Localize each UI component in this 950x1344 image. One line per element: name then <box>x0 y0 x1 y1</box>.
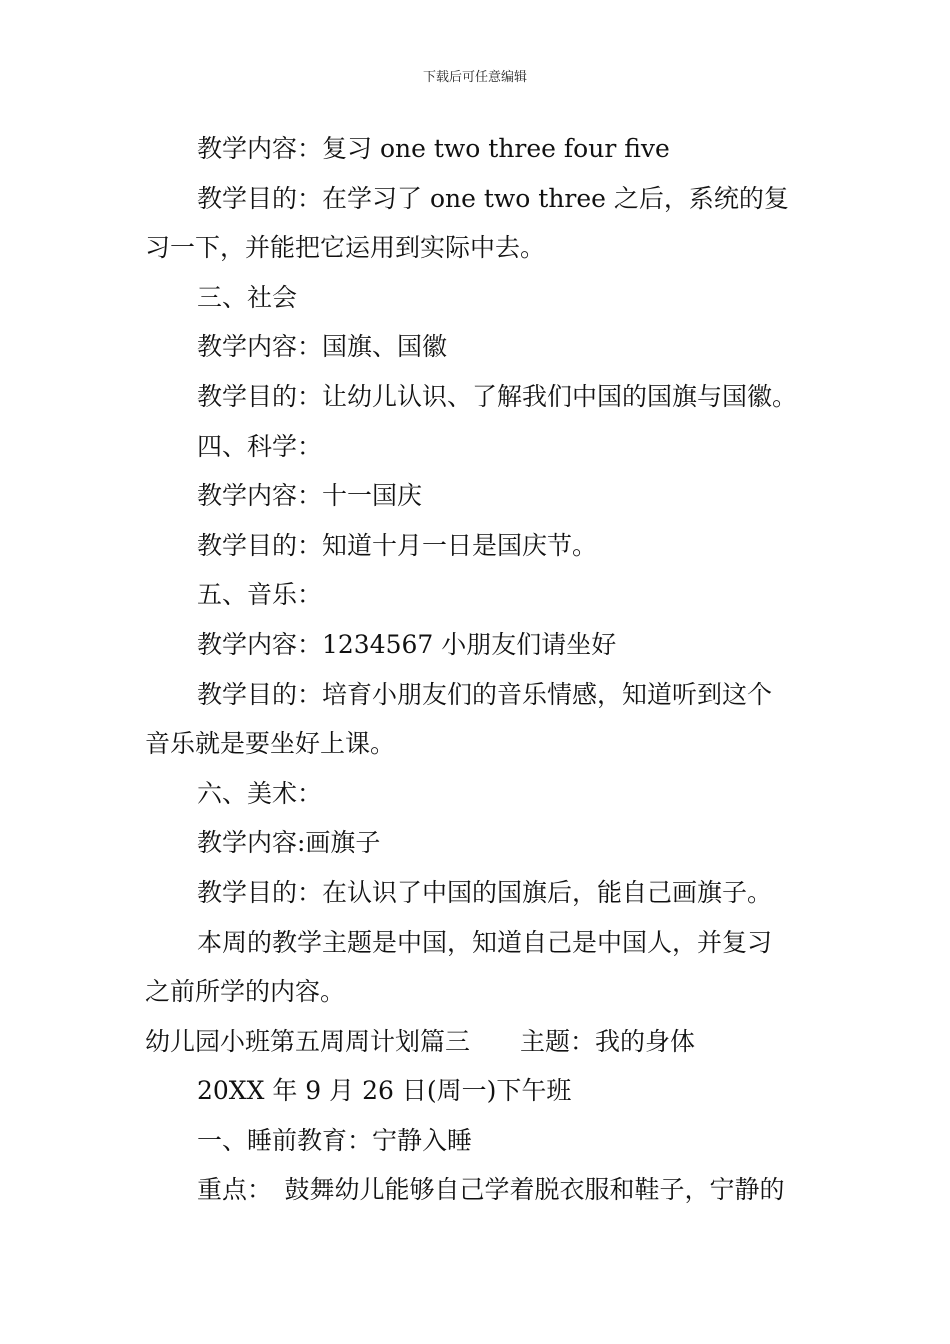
paragraph-line: 教学目的：培育小朋友们的音乐情感，知道听到这个 <box>197 679 773 709</box>
page-header: 下载后可任意编辑 <box>422 70 527 85</box>
paragraph-line: 之前所学的内容。 <box>145 977 346 1007</box>
date-line: 20XX 年 9 月 26 日(周一)下午班 <box>197 1076 572 1106</box>
document-body <box>145 124 810 1215</box>
paragraph-line: 教学目的：让幼儿认识、了解我们中国的国旗与国徽。 <box>197 381 798 411</box>
paragraph-line: 本周的教学主题是中国，知道自己是中国人，并复习 <box>197 927 773 957</box>
paragraph-line: 重点： 鼓舞幼儿能够自己学着脱衣服和鞋子，宁静的 <box>197 1175 785 1205</box>
paragraph-line: 教学目的：知道十月一日是国庆节。 <box>197 530 598 560</box>
paragraph-line: 教学内容：复习 one two three four five <box>197 134 670 163</box>
section-heading: 三、社会 <box>197 282 298 312</box>
paragraph-line: 教学内容：十一国庆 <box>197 481 423 511</box>
paragraph-line: 教学目的：在认识了中国的国旗后，能自己画旗子。 <box>197 877 773 907</box>
document-title-line: 幼儿园小班第五周周计划篇三 主题：我的身体 <box>145 1026 696 1056</box>
paragraph-line: 教学目的：在学习了 one two three 之后，系统的复 <box>197 183 789 213</box>
paragraph-line: 习一下，并能把它运用到实际中去。 <box>145 233 546 263</box>
paragraph-line: 教学内容：国旗、国徽 <box>197 332 448 362</box>
paragraph-line: 音乐就是要坐好上课。 <box>145 729 396 759</box>
section-heading: 六、美术： <box>197 778 323 808</box>
section-heading: 一、睡前教育：宁静入睡 <box>197 1125 473 1155</box>
paragraph-line: 教学内容:画旗子 <box>197 828 381 858</box>
section-heading: 五、音乐： <box>197 580 323 610</box>
paragraph-line: 教学内容：1234567 小朋友们请坐好 <box>197 629 617 659</box>
section-heading: 四、科学： <box>197 431 323 461</box>
